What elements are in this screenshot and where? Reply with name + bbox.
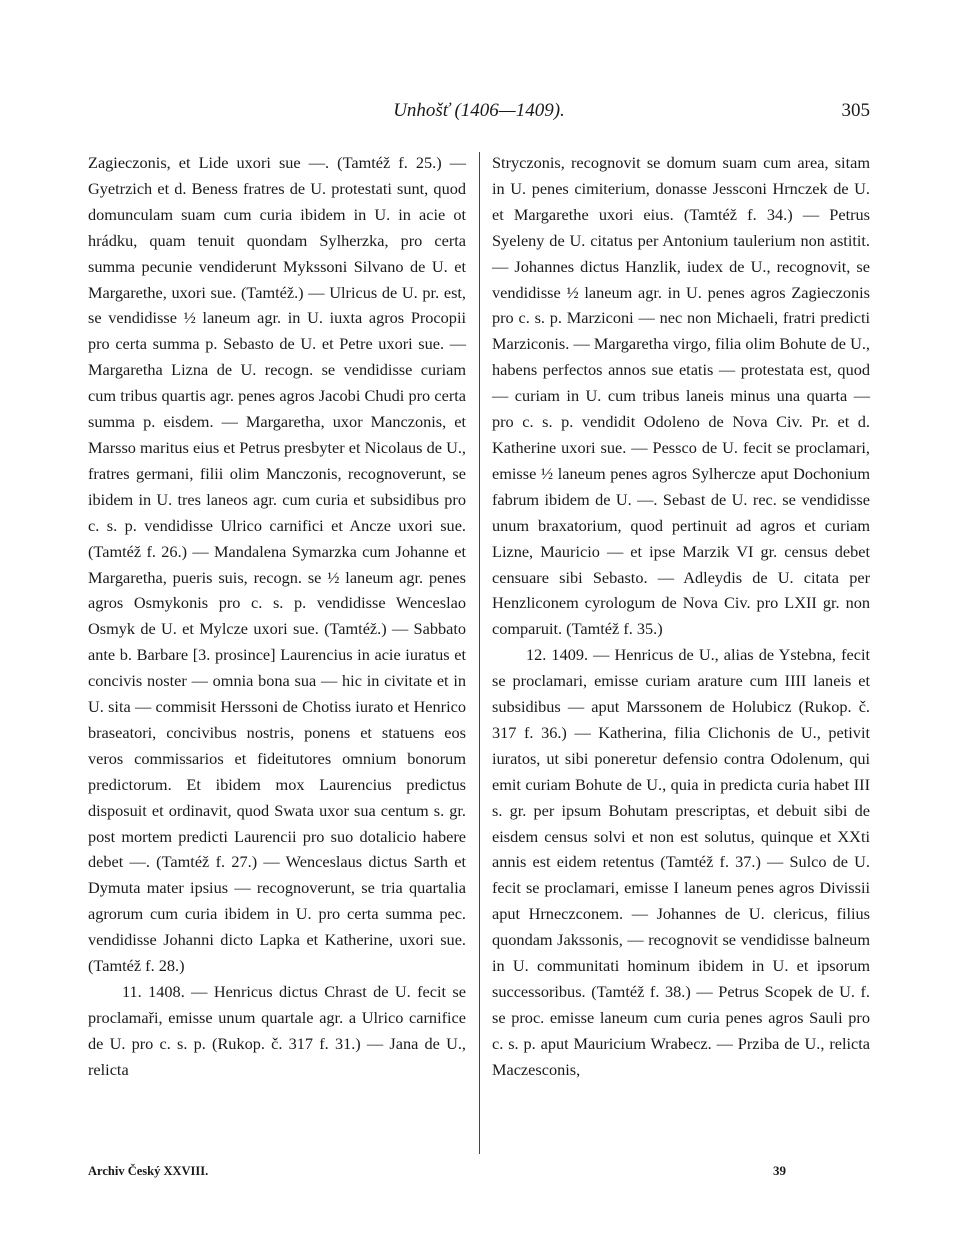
paragraph: Zagieczonis, et Lide uxori sue —. (Tamtéž f. 25.) — Gyetrzich et d. Beness fratres de U. protestati sunt, quod domunculam suam cum curia ibidem in U. in acie ot hrádku, quam tenuit quondam Sylherzka, pro certa summa pecunie vendiderunt Mykssoni Silvano de U. et Margarethe, uxori sue. (Tamtéž.) — Ulricus de U. pr. est, se vendidisse ½ laneum agr. in U. iuxta agros Procopii pro certa summa p. Sebasto de U. et Petre uxori sue. — Margaretha Lizna de U. recogn. se vendidisse curiam cum tribus quartis agr. penes agros Jacobi Chudi pro certa summa p. eisdem. — Margaretha, uxor Manczonis, et Marsso maritus eius et Petrus presbyter et Nicolaus de U., fratres germani, filii olim Manczonis, recognoverunt, se ibidem in U. tres laneos agr. cum curia et subsidibus pro c. s. p. vendidisse Ulrico carnifici et Ancze uxori sue. (Tamtéž f. 26.) — Mandalena Symarzka cum Johanne et Margaretha, pueris suis, recogn. se ½ laneum agr. penes agros Osmykonis pro c. s. p. vendidisse Wenceslao Osmyk de U. et Mylcze uxori sue. (Tamtéž.) — Sabbato ante b. Barbare [3. prosince] Laurencius in acie iuratus et concivis noster — omnia bona sua — hic in civitate et in U. sita — commisit Herssoni de Chotiss iurato et Henrico braseatori, concivibus nostris, ponens et statuens eos veros commissarios et fideitutores omnium bonorum predictorum. Et ibidem mox Laurencius predictus disposuit et ordinavit, quod Swata uxor sua centum s. gr. post mortem predicti Laurencii pro suo dotalicio habere debet —. (Tamtéž f. 27.) — Wenceslaus dictus Sarth et Dymuta mater ipsius — recognoverunt, se tria quartalia agrorum cum curia ibidem in U. pro certa summa pec. vendidisse Johanni dicto Lapka et Katherine, uxori sue. (Tamtéž f. 28.) [88,153,466,976]
journal-footer: Archiv Český XXVIII. [88,1164,209,1178]
sheet-signature: 39 [773,1163,786,1178]
running-title: Unhošť (1406—1409). [393,100,565,121]
page-header [88,100,870,134]
paragraph: Stryczonis, recognovit se domum suam cum area, sitam in U. penes cimiterium, donasse Jessconi Hrnczek de U. et Margarethe uxori eius. (Tamtéž f. 34.) — Petrus Syeleny de U. citatus per Antonium taulerium non astitit. — Johannes dictus Hanzlik, iudex de U., recognovit, se vendidisse ½ laneum agr. in U. penes agros Zagieczonis pro c. s. p. Marziconi — nec non Michaeli, fratri predicti Marziconis. — Margaretha virgo, filia olim Bohute de U., habens perfectos annos sue etatis — protestata est, quod — curiam in U. cum tribus laneis minus una quarta — pro c. s. p. vendidit Odoleno de Nova Civ. Pr. et d. Katherine uxori sue. — Pessco de U. fecit se proclamari, emisse ½ laneum penes agros Sylhercze aput Dochonium fabrum ibidem de U. —. Sebast de U. rec. se vendidisse unum braxatorium, quod pertinuit ad agros et curiam Lizne, Mauricio — et ipse Marzik VI gr. census debet censuare sibi Sebasto. — Adleydis de U. citata per Henzliconem cyrologum de Nova Civ. pro LXII gr. non comparuit. (Tamtéž f. 35.) [492,153,870,639]
column-divider [479,152,480,1154]
right-column [492,150,870,1083]
left-column [88,150,466,1083]
paragraph: 11. 1408. — Henricus dictus Chrast de U. fecit se proclamaři, emisse unum quartale agr. a Ulrico carnifice de U. pro c. s. p. (Rukop. č. 317 f. 31.) — Jana de U., relicta [88,982,466,1079]
page-number: 305 [841,100,870,121]
paragraph: 12. 1409. — Henricus de U., alias de Ystebna, fecit se proclamari, emisse curiam arature cum IIII laneis et subsidibus — aput Marssonem de Holubicz (Rukop. č. 317 f. 36.) — Katherina, filia Clichonis de U., petivit iuratos, ut sibi poneretur defensio contra Odolenum, qui emit curiam Bohute de U., quia in predicta curia habet III s. gr. per ipsum Bohutam prescriptas, et debuit sibi de eisdem census solvi et non est solutus, quinque et XXti annis est eidem retentus (Tamtéž f. 37.) — Sulco de U. fecit se proclamari, emisse I laneum penes agros Divissii aput Hrneczconem. — Johannes de U. clericus, filius quondam Jakssonis, — recognovit se vendidisse balneum in U. communitati hominum ibidem in U. et ipsorum successoribus. (Tamtéž f. 38.) — Petrus Scopek de U. f. se proc. emisse laneum cum curia penes agros Sauli pro c. s. p. aput Mauricium Wrabecz. — Prziba de U., relicta Maczesconis, [492,645,870,1079]
